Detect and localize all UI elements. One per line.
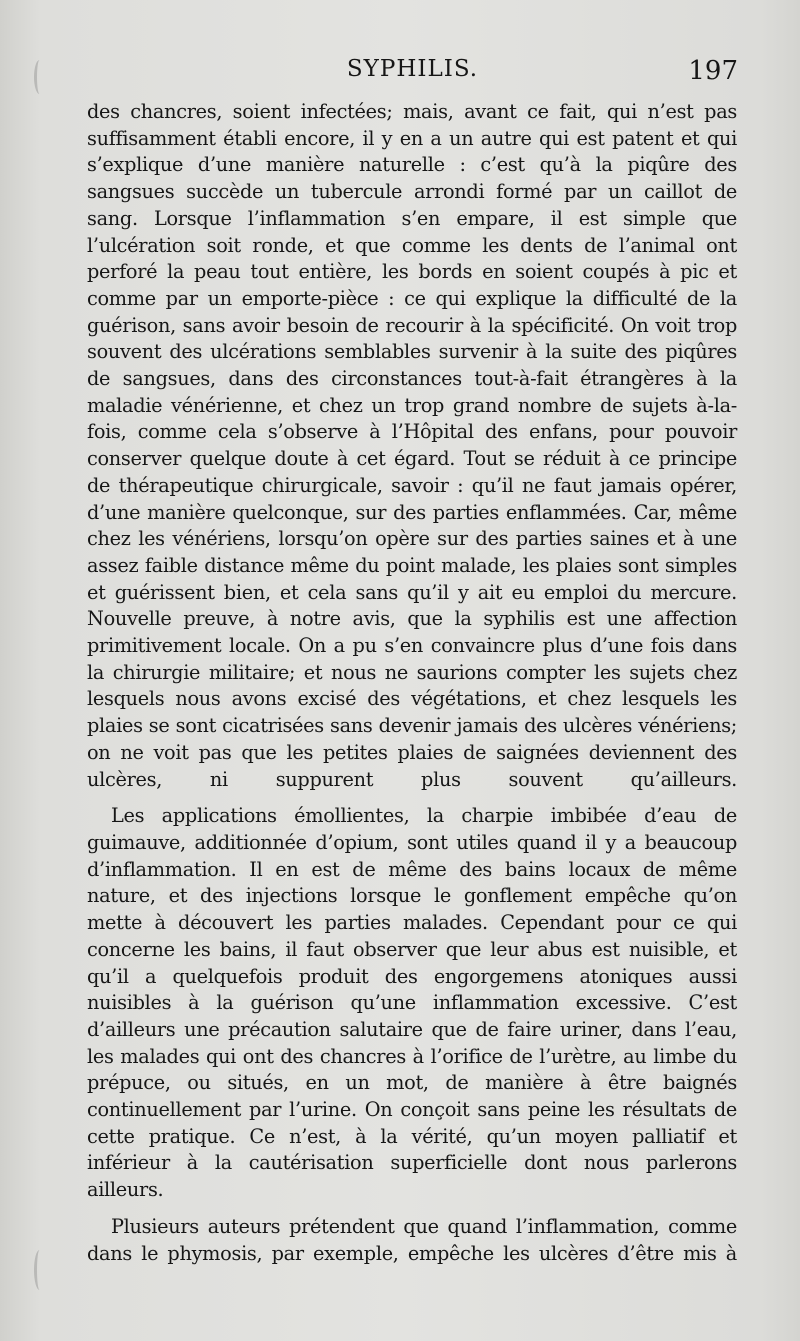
page-edge-mark-top xyxy=(34,60,45,94)
running-head xyxy=(87,56,738,90)
paragraph-2: Les applications émollientes, la charpie imbibée d’eau de guimauve, additionnée d’opium, sont utiles quand il y a beaucoup d’inflammation. Il en est de même des bains locaux de même nature, et des injections lorsque le gonflement empêche qu’on mette à découvert les parties malades. Cependant pour ce qui concerne les bains, il faut observer que leur abus est nuisible, et qu’il a quelquefois produit des engorgemens atoniques aussi nuisibles à la guérison qu’une inflammation excessive. C’est d’ailleurs une précaution salutaire que de faire uriner, dans l’eau, les malades qui ont des chancres à l’orifice de l’urètre, au limbe du prépuce, ou situés, en un mot, de manière à être baignés continuellement par l’urine. On conçoit sans peine les résultats de cette pratique. Ce n’est, à la vérité, qu’un moyen palliatif et inférieur à la cautérisation superficielle dont nous parlerons ailleurs. xyxy=(87,804,737,1202)
page-edge-mark-bottom xyxy=(34,1250,45,1290)
body-text xyxy=(87,99,737,1277)
paragraph-3: Plusieurs auteurs prétendent que quand l’inflammation, comme dans le phymosis, par exemple, empêche les ulcères d’être mis à xyxy=(87,1214,737,1265)
page-number: 197 xyxy=(688,56,738,86)
running-title: SYPHILIS. xyxy=(346,56,479,82)
paragraph-1: des chancres, soient infectées; mais, avant ce fait, qui n’est pas suffisamment établi encore, il y en a un autre qui est patent et qui s’explique d’une manière naturelle : c’est qu’à la piqûre des sangsues succède un tubercule arrondi formé par un caillot de sang. Lorsque l’inflammation s’en empare, il est simple que l’ulcération soit ronde, et que comme les dents de l’animal ont perforé la peau tout entière, les bords en soient coupés à pic et comme par un emporte-pièce : ce qui explique la difficulté de la guérison, sans avoir besoin de recourir à la spécificité. On voit trop souvent des ulcérations semblables survenir à la suite des piqûres de sangsues, dans des circonstances tout-à-fait étrangères à la maladie vénérienne, et chez un trop grand nombre de sujets à-la-fois, comme cela s’observe à l’Hôpital des enfans, pour pouvoir conserver quelque doute à cet égard. Tout se réduit à ce principe de thérapeutique chirurgicale, savoir : qu’il ne faut jamais opérer, d’une manière quelconque, sur des parties enflammées. Car, même chez les vénériens, lorsqu’on opère sur des parties saines et à une assez faible distance même du point malade, les plaies sont simples et guérissent bien, et cela sans qu’il y ait eu emploi du mercure. Nouvelle preuve, à notre avis, que la syphilis est une affection primitivement locale. On a pu s’en convaincre plus d’une fois dans la chirurgie militaire; et nous ne saurions compter les sujets chez lesquels nous avons excisé des végétations, et chez lesquels les plaies se sont cicatrisées sans devenir jamais des ulcères vénériens; on ne voit pas que les petites plaies de saignées deviennent des ulcères, ni suppurent plus souvent qu’ailleurs. xyxy=(87,100,737,791)
